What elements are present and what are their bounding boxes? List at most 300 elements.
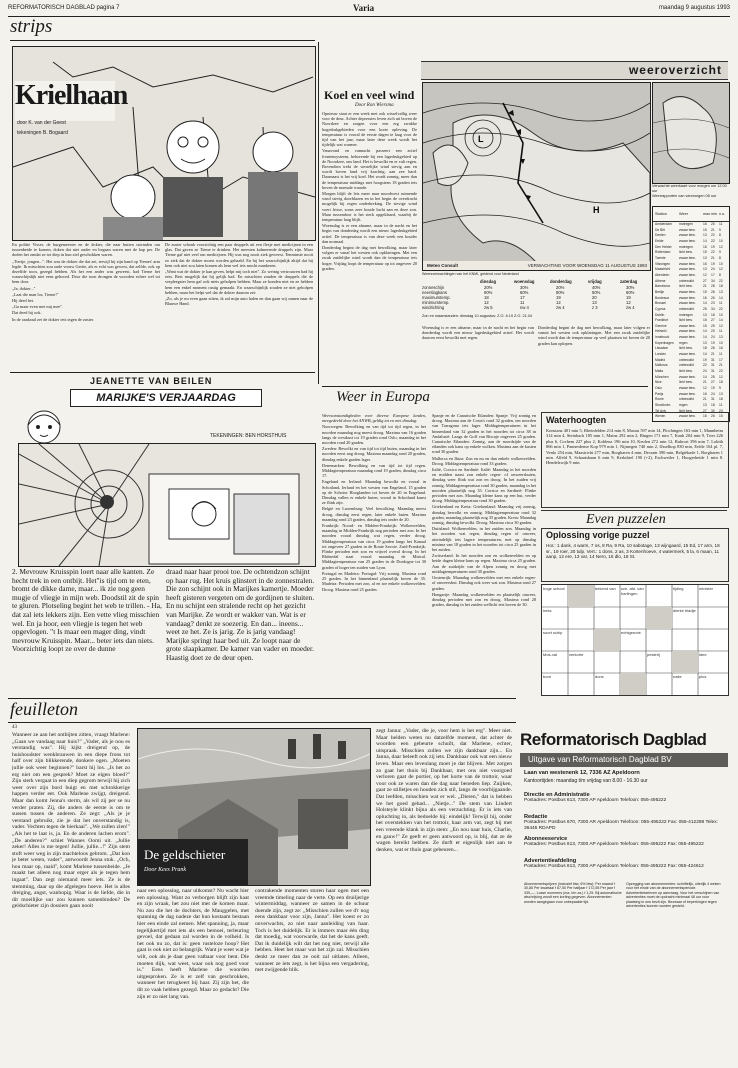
koel-p2: Vanavond en vannacht passeert een actief frontensysteem, behorende bij een lagedrukgebied op de Noordzee, ons land. Het is bewolkt en er valt regen. Bovendien trekt de westelijke wind stevig aan en wordt boven land vrij krachtig, aan zee hard. Daarnaast is het vrij koel. Het wordt zonnig, meer dan de temperatuur middags met hoogstens 18 graden iets boven de normale waarde. <box>322 148 417 190</box>
weather-col-header: Weer <box>679 212 689 216</box>
station-name: Tel Aviv <box>655 408 667 413</box>
station-min: 24 <box>711 335 715 340</box>
europa-p14: Zwitserland: In het noorden zon en wolkenvelden en op beide dagen kleine kans op regen. Maxima circa 25 graden. Aan de zuidzijde van de Alpen zonnig en droog met middagtemperaturen rond 30 graden. <box>432 553 536 574</box>
station-name: Oslo <box>655 386 662 391</box>
station-ns: 8 <box>719 255 721 260</box>
rd-address: Laan van westenenk 12, 7336 AZ Apeldoorn <box>524 770 640 776</box>
station-weather: motregen <box>679 222 693 226</box>
puzzle-cell-12: idee <box>699 652 707 657</box>
forecast-value: 30% <box>626 285 635 290</box>
forecast-label: windrichting <box>422 305 445 310</box>
book-author: Door Kees Prank <box>144 867 186 873</box>
station-weather: zwaar bew. <box>679 329 696 334</box>
zon-maan-text: Zon en maanstanden: dinsdag 10 augustus: Z.O. 6.19 Z.O. 21.04 <box>422 314 532 318</box>
forecast-table <box>422 279 649 311</box>
fc-h-5: zaterdag <box>620 279 638 284</box>
puzzle-cell-15: dons <box>595 674 604 679</box>
europa-p10: Mallorca en Ibiza: Zon en nu en dan enkele wolkenvelden. Droog. Middagtemperatuur rond 33 graden. <box>432 455 536 466</box>
feuilleton-number: 43 <box>12 725 17 730</box>
station-ns: 18 <box>719 397 723 402</box>
fc-h-1: dinsdag <box>480 279 497 284</box>
strips-rule <box>10 40 315 41</box>
krielhaan-left-p3: „Ja, dokter..." <box>12 285 36 291</box>
station-ns: 13 <box>719 335 723 340</box>
puzzle-cell-5: minister <box>699 586 714 591</box>
weeroverzicht-header <box>421 61 728 80</box>
puzzle-grid <box>541 584 729 696</box>
rd-directie-heading: Directie en Administratie <box>524 792 590 798</box>
station-name: Genève <box>655 323 667 328</box>
station-min: 27 <box>711 318 715 323</box>
station-max: 27 <box>703 408 707 413</box>
station-min: 22 <box>711 238 715 243</box>
station-weather: licht bew. <box>679 380 693 385</box>
station-min: 31 <box>711 397 715 402</box>
europa-p3: Zweden: Bewolkt en van tijd tot tijd buien, maandag in het noorden eerst nog droog. Maxima maandag rond 20 graden, dinsdag enkele graden lager. <box>322 446 426 462</box>
station-weather: onbewolkt <box>679 278 694 283</box>
station-ns: 12 <box>719 323 723 328</box>
svg-text:L: L <box>478 134 484 144</box>
forecast-value: 40% <box>592 285 601 290</box>
rd-redactie-heading: Redactie <box>524 814 548 820</box>
puzzel-header-text: Even puzzelen <box>586 512 666 527</box>
koel-byline: Door Ron Wiersma <box>355 103 394 108</box>
station-min: 17 <box>711 272 715 277</box>
feuilleton-illustration <box>137 728 371 886</box>
station-weather: zwaar bew. <box>679 323 696 328</box>
stations-table <box>652 206 730 422</box>
station-name: Athene <box>655 278 666 283</box>
forecast-header-row <box>422 279 649 284</box>
marijke-title: MARIJKE'S VERJAARDAG <box>96 392 236 404</box>
ns-col-header: n.s. <box>719 212 726 216</box>
station-max: 22 <box>703 363 707 368</box>
station-ns: 17 <box>719 357 723 362</box>
forecast-value: zw 4 <box>556 305 565 310</box>
station-min: 26 <box>711 414 715 419</box>
europa-p2: Noorwegen: Bewolking en van tijd tot tijd regen, in het noorden maandag nog meest droog. Maxima van 16 graden langs de westkust tot 19 graden rond Oslo; maandag in het noorden rond 20 graden. <box>322 424 426 446</box>
forecast-value: zw 5 <box>484 305 493 310</box>
krielhaan-drawing <box>13 47 315 240</box>
forecast-value: 11 <box>520 300 525 305</box>
station-name: Kopenhagen <box>655 340 674 345</box>
feuilleton-under-rule <box>8 722 516 723</box>
station-weather: zwaar bew. <box>679 352 696 357</box>
europa-p5: Engeland en Ierland: Maandag bewolkt en vooral in Schotland, Ierland en het westen van Engeland, 15 graden op de Schotse Hooglanden tot boven de 20 in Engeland. Dinsdag vallen er enkele buien, vooral in Schotland kunst ze flink zijn. <box>322 479 426 506</box>
krielhaan-illustrator: tekeningen B. Bogaard <box>17 130 68 136</box>
station-min: 22 <box>711 250 715 255</box>
station-ns: 9 <box>719 250 721 255</box>
forecast-label: minimumtemp. <box>422 300 450 305</box>
puzzle-cell-2: bekend van <box>595 586 616 591</box>
puzzle-cell-4: tijding <box>673 586 684 591</box>
station-weather: zwaar bew. <box>679 272 696 277</box>
station-name: Cyprus <box>655 306 666 311</box>
forecast-label: maximumtemp. <box>422 295 451 300</box>
book-title-box <box>138 839 248 885</box>
station-min: 31 <box>711 369 715 374</box>
station-name: Malta <box>655 369 664 374</box>
header-right: maandag 9 augustus 1993 <box>658 5 730 11</box>
station-min: 26 <box>711 289 715 294</box>
station-min: 26 <box>711 346 715 351</box>
forecast-caption-line: Weersverwachtingen van het KNMI, geldend voor Nederland <box>422 272 519 276</box>
map-caption-bar <box>423 261 650 270</box>
fc-h-4: vrijdag <box>588 279 602 284</box>
station-max: 16 <box>703 414 707 419</box>
station-weather: zwaar bew. <box>679 261 696 266</box>
station-min: 28 <box>711 284 715 289</box>
station-name: Twente <box>655 255 666 260</box>
rd-subtitle-bar <box>520 753 728 767</box>
puzzle-cell-16: natie <box>673 674 682 679</box>
station-min: 22 <box>711 233 715 238</box>
station-min: 20 <box>711 222 715 226</box>
station-max: 16 <box>703 391 707 396</box>
feuilleton-col-4: zegt Janna: „Vader, die je, voor hem is het erg". Meer niet. Maar helden weten nu datzelfde moment, dat achter de woorden een gebeurte schuilt, dat Marlene, echter, uitspraak. Misschien zullen we zijn dankbaar zijn... En Janna, daar beleeft ook zij iets. Dankbaar ook wat een nieuw leven. Maar een levenlang moet je dat blijven. Met zorgen zo gaat het thuis bij Dankbaar, met ons niet voorgoed verloren gaat de portier, op het korte van de trottoir, waar voor ook ze waren dan die dag naar beneden liep. Zuijken, gaat ze stilletjes en houden zich stil, langs de voorbijgaande. Dat leefden, misschien wat er wel. „Dieren," dat is hebben we het goed gehad... „Nietje..." De stem van Lindert Holsteyle klinkt bijna als een verzuchting. Er is iets van opluchting in, als bedoelde hij: eindelijk! Terwijl hij, onder het overstekken van het trottoir, haar arm vat, zegt hij met een vreemde klank in zijn stem: „En nou naar huis, Charlie, en gauw!" Ze geeft er geen antwoord op, is blij, dat ze de wagen bereikt hebben. Ze durft er eigenlijk niet aan te denken, wat er thuis gaat gebeuren... <box>376 728 512 853</box>
station-min: 31 <box>711 363 715 368</box>
forecast-value: 20% <box>556 285 565 290</box>
europa-p13: Duitsland: Wolkenvelden, in het zuiden zon. Maandag in het noorden wat regen, dinsdag regen of onweer, uiteindelijk iets lagere temperaturen, met op dinsdag minima van 18 graden in het noorden tot circa 25 graden in het zuiden. <box>432 526 536 553</box>
station-ns: 10 <box>719 340 723 345</box>
station-min: 18 <box>711 403 715 408</box>
station-ns: 12 <box>719 267 723 272</box>
europa-p12: Griekenland en Kreta: Griekenland: Maandag vrij zonnig, dinsdag bewolkt en zonnig. Middagtemperatuur rond 32 graden, maandag plaatselijk nog 35 graden. Kreta: Maandag zonnig, dinsdag bewolkt. Droog. Maxima circa 30 graden. <box>432 504 536 526</box>
side-map <box>652 82 730 184</box>
puzzle-cell-3: sch. afd. van harlingen <box>621 586 644 596</box>
forecast-value: 60% <box>520 290 529 295</box>
forecast-value: 20% <box>484 285 493 290</box>
station-max: 21 <box>703 284 707 289</box>
weeroverzicht-title: weeroverzicht <box>628 63 722 77</box>
station-name: Innsbruck <box>655 335 670 340</box>
station-ns: 15 <box>719 414 723 419</box>
station-max: 18 <box>703 346 707 351</box>
krielhaan-left-p1: En politie Visser, de burgemeester en de dokter, die naar buiten stormden om tussenbeide te komen, doken dat niet onder en begaan waren met de kap per. De doden het omdat ze tot diep in hun ziel geschokken waren. <box>12 242 160 258</box>
station-name: Vlissingen <box>655 261 671 266</box>
station-max: 24 <box>703 369 707 374</box>
station-weather: zwaar bew. <box>679 227 696 232</box>
station-weather: zwaar bew. <box>679 386 696 391</box>
feuilleton-col-2: naar een oplossing, naar uitkomst? Nu wacht hier een oplossing. Want zo verborgen blijft zijn haat en zijn wraak, het zou niet met de komen maar. Nu zou die het de dochters, de Mauggelen, met spanning de dag nadeze dat hun kostaam bestaan hier een einde zal nemen. Met spanning, ja, maar tegelijkertijd met iets als een bemoei, terleuring gevoel, dat gedaan zal worden in de volheid. Is het ook nu zo, dat is: geen rusteloze hoop? Het gaat is ook niet zo belangrijk. Want je weet wat je wilt, ook als je daar geen vatbaar voor bent. Die moeten dijk, wat weet, waar ook nog goed voor is." Eens heeft Marlene die woorden uitgesproken. Ze is er zelf van geschrokken, wanneer het terugkeert bij haar. Zij zijn het, die dit zo vaak hebben gezegd. Maar zo gedacht? Die zijn er zo niet lang van. <box>137 888 249 1000</box>
station-ns: 9 <box>719 386 721 391</box>
station-max: 15 <box>703 323 707 328</box>
station-name: Wenen <box>655 414 666 419</box>
forecast-value: 13 <box>592 300 597 305</box>
rd-section-redactie <box>524 814 724 832</box>
side-map-caption: Verwachte weerkaart voor morgen om 12.00 uur <box>652 184 727 193</box>
forecast-value: 12 <box>626 300 631 305</box>
puzzel-header <box>541 510 727 527</box>
rd-colophon <box>520 730 728 1062</box>
fc-h-2: woensdag <box>514 279 535 284</box>
station-ns: 21 <box>719 363 723 368</box>
krielhaan-illustration <box>12 46 316 241</box>
station-max: 16 <box>703 295 707 300</box>
forecast-value: zw 4 <box>626 305 635 310</box>
marijke-caption-left: 2. Mevrouw Kruisspin loert naar alle kanten. Ze hecht trek in een ontbijt. Het"is tijd om te eten, bromt de dikke dame, maar... ik zie nog geen mugje of vliegje in mijn web. Doodstil zit de spin te gluren. Plotseling begint het web te trillen. - Ha, dat zal iets lekkers zijn. Een vette vlieg misschien wel. En ja hoor, een vliegje is tegen het web opgevlogen. "t Is maar een mager ding, vindt mevrouw Kruisspin. Maar... beter iets dan niets. Voorzichtig loopt ze over de dunne <box>12 568 162 654</box>
station-ns: 11 <box>719 301 723 306</box>
station-ns: 14 <box>719 318 723 323</box>
station-min: 19 <box>711 340 715 345</box>
forecast-rows <box>422 285 649 311</box>
krielhaan-title: Krielhaan <box>15 80 128 111</box>
station-weather: zwaar bew. <box>679 255 696 260</box>
station-ns: 13 <box>719 289 723 294</box>
europa-p8: Portugal en Madeira: Portugal: Vrij zonnig. Maxima rond 25 graden. In het binnenland plaatselijk boven de 35. Madeira: Perioden met zon, af en toe enkele wolkenvelden. Droog. Maxima rond 25 graden. <box>322 570 426 592</box>
marijke-illustrator: TEKENINGEN: BEN HORSTHUIS <box>210 433 287 439</box>
station-min: 27 <box>711 380 715 385</box>
station-ns: 16 <box>719 346 723 351</box>
station-ns: 11 <box>719 329 723 334</box>
station-weather: licht bew. <box>679 346 693 351</box>
station-ns: 14 <box>719 295 723 300</box>
rd-abonnee-line: Postadres: Postbus 613, 7300 AP Apeldoorn Telefoon: 055-495222 Fax: 055-495222 <box>524 842 704 847</box>
puzzle-cell-8: soort schip <box>543 630 563 635</box>
marijke-caption-right: draad naar haar prooi toe. De ochtendzon schijnt op haar rug. Het kruis glinstert in de zonnestralen. Die zon schijnt ook in Marijkes kamertje. Moeder heeft gisteren vergeten om de gordijnen te sluiten. En nu schijnt een stralende recht op het gezicht van Marijke. Ze wordt er wakker van. Wat is er vandaag? denkt ze soezerig. En dan... ineens... weet ze het. Ze is jarig. Ze is jarig vandaag! Marijke springt haar bed uit. Ze loopt naar de grote slaapkamer. De kamer van vader en moeder. Haastig doet ze de deur open. <box>166 568 315 662</box>
puzzle-cell-7: dierke bladje <box>673 608 696 613</box>
rd-advertentie-heading: Advertentieafdeling <box>524 858 577 864</box>
station-weather: zwaar bew. <box>679 295 696 300</box>
station-max: 27 <box>703 278 707 283</box>
station-min: 21 <box>711 352 715 357</box>
station-ns: 12 <box>719 374 723 379</box>
station-weather: zwaar bew. <box>679 335 696 340</box>
europa-p6: België en Luxemburg: Veel bewolking. Maandag meest droog, dinsdag eerst regen, later enkele buien. Maxima maandag rond 23 graden, dinsdag iets onder de 20. <box>322 506 426 522</box>
station-ns: 18 <box>719 284 723 289</box>
rd-hours: Kantoortijden: maandag t/m vrijdag van 8.00 - 16.30 uur <box>524 778 648 784</box>
station-max: 16 <box>703 222 707 226</box>
rd-title: Reformatorisch Dagblad <box>520 730 707 749</box>
station-ns: 13 <box>719 391 723 396</box>
station-ns: 11 <box>719 352 723 357</box>
station-min: 18 <box>711 312 715 317</box>
station-name: Berlijn <box>655 289 665 294</box>
koel-p4-cont: Woensdag is er een afname, maar in de nacht en het begin van donderdag wordt een nieuw lagedrukgebied actief. Het wordt daarom eerst bewolkt met regen. <box>422 325 534 341</box>
forecast-row <box>422 305 649 310</box>
station-name: Rome <box>655 397 664 402</box>
station-ns: 22 <box>719 306 723 311</box>
station-ns: 23 <box>719 408 723 413</box>
europa-col-2 <box>432 413 536 695</box>
station-name: Mallorca <box>655 363 668 368</box>
koel-body <box>322 111 417 385</box>
puzzel-title: Oplossing vorige puzzel <box>546 530 650 540</box>
station-name: Dublin <box>655 312 665 317</box>
weather-map <box>422 82 651 271</box>
station-name: Rotterdam <box>655 250 671 255</box>
forecast-value: 19 <box>556 295 561 300</box>
europa-rule <box>322 386 648 387</box>
europa-p16: Hongarije: Maandag wolkenvelden en plaatselijk onweer, dinsdag perioden met zon en droog. Maxima rond 28 graden, dinsdag in het zuiden wellicht iets boven de 30. <box>432 591 536 608</box>
station-name: Maastricht <box>655 267 671 272</box>
station-name: Frankfurt <box>655 318 669 323</box>
koel-title: Koel en veel wind <box>324 88 415 102</box>
station-name: Londen <box>655 352 667 357</box>
station-name: Eelde <box>655 238 664 243</box>
station-weather: zwaar bew. <box>679 301 696 306</box>
puzzle-cell-13: verkorte <box>569 652 584 657</box>
station-col-header: Station <box>655 212 667 216</box>
station-name: Amsterdam <box>655 222 672 226</box>
side-table-caption: Weerrapporten van vanmorgen 08 uur <box>652 194 717 198</box>
header-center: Varia <box>353 3 375 13</box>
station-max: 14 <box>703 374 707 379</box>
station-max: 12 <box>703 386 707 391</box>
station-name: Madrid <box>655 357 666 362</box>
krielhaan-title-box <box>15 80 128 121</box>
europa-p4: Denemarken: Bewolking en van tijd tot tijd regen. Middagtemperatuur maandag rond 19 graden, dinsdag circa 17. <box>322 462 426 479</box>
krielhaan-right-p3: „Zo, als je nu even gaan zitten, ik zal mijn auto halen en dan gaan wij samen naar de Blauwe Hand. <box>165 296 313 307</box>
forecast-value: 60% <box>626 290 635 295</box>
feuilleton-top-rule <box>8 698 516 699</box>
station-min: 21 <box>711 255 715 260</box>
puzzle-cell-10: Mos-val <box>543 652 558 657</box>
station-weather: licht bew. <box>679 369 693 374</box>
krielhaan-left-p7: Dat deed hij ook. <box>12 310 42 316</box>
svg-text:H: H <box>593 205 600 215</box>
station-ns: 12 <box>719 244 723 249</box>
station-name: Brussel <box>655 301 666 306</box>
station-ns: 8 <box>719 272 721 277</box>
station-max: 13 <box>703 312 707 317</box>
krielhaan-left-p5: Hij deed het. <box>12 298 35 304</box>
krielhaan-left-p2: „Tiertje, jongen...". Het was de dokter die dat zei, terwijl hij zijn hand op Tiemes' arm legde. Ik misschien zou oude vrouw Gertie, als er echt was gewest, dat zelfde, ook op dezelfde toon, gezegd hebben. Als het een ander was geweest, had Tieme het waarschijnlijk niet eens gehoord. Door die toon drongen de woorden echter wel tot hem door. <box>12 258 160 285</box>
forecast-value: 80% <box>556 290 565 295</box>
station-name: Lissabon <box>655 346 669 351</box>
forecast-label: neerslagkans <box>422 290 447 295</box>
page-header <box>8 3 730 15</box>
waterhoogten-title: Waterhoogten <box>546 415 607 425</box>
station-name: Helsinki <box>655 329 667 334</box>
rd-section-advertentie <box>524 858 724 870</box>
station-name: Barcelona <box>655 284 670 289</box>
station-max: 14 <box>703 329 707 334</box>
station-weather: regen <box>679 403 688 408</box>
station-max: 21 <box>703 380 707 385</box>
koel-p5: Donderdag begint de dag met bewolking, maar later volgen er vanaf het westen ook opklaringen. Met een zwak zuidelijke wind wordt dan de temperatuur iets hoger. Vrijdag loopt de temperatuur op tot ongeveer 20 graden. <box>322 245 417 271</box>
station-ns: 18 <box>719 380 723 385</box>
station-ns: 10 <box>719 312 723 317</box>
krielhaan-right-p1: De zuster schonk voorzichtig een paar druppels uit een flesje met medicijnen in een glas. Dat gaven ze Tieme te drinken. Het meesten kalmerende druppels zijn. Maar Tieme gaf niet veel om medicijnen. Hij was nog nooit ziek geweest. Tenminste nooit zo ziek dat de dokter moest worden gehaald. En bij het waarschijnlijk altijd dat hij hem ook niet zou laten komen als hem wel iets mocht mankeren. <box>165 242 313 268</box>
book-title: De geldschieter <box>144 847 226 862</box>
rd-section-abonnee <box>524 836 724 848</box>
station-max: 21 <box>703 397 707 402</box>
station-max: 12 <box>703 272 707 277</box>
forecast-value: 19 <box>626 295 631 300</box>
feuilleton-col-1: Wanneer ze aan het ontbijten zitten, vraagt Marlene: „Gaan we vandaag naar huis?" „Vader, als je nou es verstandig was". Hij kijkt dreigend op, de huishoudster wenkbrauwen in een diepe frons tot half over zijn blikkerende, donkere ogen. „Moeten jullie ook weer beginnen?" barst hij los. „Is het zo erg niet om een gesprek? Moet ze eigen bloed?" Zijn sterk vergaat in een diep gegrom terwijl hij zich weer over zijn bord buigt en met schrokkerige happen verder eet. Ook Marlene zwijgt, dreigend. Maar dan komt Jenna's sterm, als wil zij per se nu verder praten. Zij, die anders de eerste is om te sussen tussen de anderen. Ze zegt: „Als je je verstand gebruikt, zie je dat het onverstandig is, vader. Vechten tegen de bierkaai". „We zullen zien!" „Als het te laat is, ja. En de anderen lachen erom". „De anderen?" schiet Wannes Oomi uit. „Jullie zeker! Alles is me tegen! Jullie, jullie...!" Zijn stem stoft weer weg in zijn machteloos gebrom. „Dat kon je beter weten, vader", antwoordt Jenna stuk. „Och, hou maar op, raaid", komt Marlene tussenbeide. „Je maakt het alleen nog maar erger als je tegen hem ingaat". Dan zegt niemand meer iets. Ze is de stemming, daar op die afgelegen hoeve. Het is alles dreiging, angst, wanhopig. Waar is de liefde, die in dit moeilijke uur zou kunnen samenbinden? De geldschieter zijn dossiers gaan nooit <box>12 732 130 910</box>
station-weather: zwaar bew. <box>679 267 696 272</box>
station-max: 16 <box>703 261 707 266</box>
station-max: 15 <box>703 318 707 323</box>
station-weather: onbewolkt <box>679 363 694 368</box>
puzzel-solution-text: Hor.: 1 dank, 4 warm, 7 os, 8 Ra, 9 Ra, 10 sabotage, 13 wijngaard, 15 Ed, 17 arm, 18 sr., 19 roer, 20 tulp. Vert.: 1 dons, 2 as, 3 Kortenhoeve, 4 watermerk, 5 la, 6 maan, 11 aanp, 12 ere, 13 var, 14 Nero, 16 dlo, 18 St. <box>546 543 720 560</box>
stations-rows <box>653 222 729 420</box>
marijke-panel <box>18 443 316 567</box>
station-max: 13 <box>703 340 707 345</box>
station-name: Stockholm <box>655 403 671 408</box>
station-name: Bordeaux <box>655 295 670 300</box>
station-min: 24 <box>711 267 715 272</box>
station-max: 15 <box>703 227 707 232</box>
station-ns: 10 <box>719 238 723 243</box>
station-max: 16 <box>703 244 707 249</box>
forecast-value: 60% <box>484 290 493 295</box>
station-weather: licht bew. <box>679 284 693 289</box>
koel-continuation <box>538 325 650 383</box>
station-name: Nice <box>655 380 662 385</box>
europa-p1: Weersomstandigheden voor diverse Europese landen, meegedeeld door het ANWB, geldig tot en met dinsdag: <box>322 413 426 424</box>
station-weather: motregen <box>679 312 693 317</box>
station-weather: zwaar bew. <box>679 238 696 243</box>
map-date: VERWACHTING VOOR WOENSDAG 11 AUGUSTUS 1993 <box>527 263 647 268</box>
forecast-value: 12 <box>484 300 489 305</box>
station-min: 20 <box>711 329 715 334</box>
europa-p11: Italië, Corsica en Sardinië: Italië: Maandag in het noorden en midden naast zon enkele regen- of onweersbuien, dinsdag weer flink wat zon en droog. In het zuiden vrij zonnig. Middagtemperatuur rond 30 graden, maandag in het noorden plaatselijk nog 35. Corsica en Sardinië: Flinke perioden met zon. Maandag kleine kans op een bui, verder droog. Middagtemperatuur rond 30 graden. <box>432 467 536 504</box>
station-max: 14 <box>703 335 707 340</box>
puzzle-cell-6: heks <box>543 608 552 613</box>
station-min: 30 <box>711 408 715 413</box>
header-left: REFORMATORISCH DAGBLAD pagina 7 <box>8 5 120 11</box>
stations-table-header <box>653 207 729 222</box>
station-max: 14 <box>703 352 707 357</box>
max-col-header: max <box>703 212 711 216</box>
station-name: Parijs <box>655 391 664 396</box>
station-name: Deelen <box>655 233 666 238</box>
forecast-value: 17 <box>520 295 525 300</box>
koel-p4: Woensdag is er een afname, maar in de nacht en het begin van donderdag wordt een nieuw lagedrukgebied actief. De temperatuur is van deze week een kouder dan normaal. <box>322 223 417 244</box>
forecast-label: zonneschijn <box>422 285 445 290</box>
header-rule <box>8 16 730 17</box>
station-weather: zwaar bew. <box>679 374 696 379</box>
station-max: 13 <box>703 255 707 260</box>
station-min: 34 <box>711 278 715 283</box>
rd-redactie-line: Postadres: Postbus 670, 7300 AR Apeldoorn Telefoon: 055-495222 Fax: 055-412288 Telex: 36445 RDAPD <box>524 820 718 831</box>
krielhaan-text-left <box>12 242 160 368</box>
rd-subtitle: Uitgave van Reformatorisch Dagblad BV <box>528 755 672 764</box>
station-weather: zwaar bew. <box>679 391 696 396</box>
station-name: Den Helder <box>655 244 672 249</box>
puzzle-cell-11: pesterij <box>647 652 660 657</box>
rd-fine-print-left: Abonnementsprijzen (inclusief btw, 6% btw): Per maand f 30,85 Per kwartaal f 87,50 Per halfjaar f 172,55 Per jaar f 339,—. Losse nummers (ma. t/m za.) f 1,25. Bij automatische afschrijving wordt een korting gegeven. Abonnementen worden aangegaan voor onbepaalde tijd. <box>524 882 622 904</box>
rd-abonnee-heading: Abonneeservice <box>524 836 568 842</box>
station-ns: 8 <box>719 233 721 238</box>
marijke-panel-drawing <box>19 444 315 566</box>
rd-section-directie <box>524 792 724 804</box>
krielhaan-left-p8: In de raadzaal zei de dokter iets tegen de zuster. <box>12 316 95 322</box>
forecast-value: 50% <box>592 290 601 295</box>
koel-p1: Opnieuw staat er een week met ook wisselvallig weer voor de deur. Achter depressies leven zich uit boven de Noordzee en zorgen voor een erg zwakke hogedrukgebieden voor een korte opleving. De temperatuur is vooral de eerste dagen te laag voor de tijd van het jaar, maar later deze week wordt het tijdelijk wat warmer. <box>322 111 417 148</box>
krielhaan-byline: door K. van der Geest <box>17 120 66 126</box>
station-min: 34 <box>711 306 715 311</box>
station-name: München <box>655 374 669 379</box>
puzzle-cell-17: plus <box>699 674 707 679</box>
station-min: 31 <box>711 357 715 362</box>
station-name: De Bilt <box>655 227 665 232</box>
station-min: 26 <box>711 295 715 300</box>
station-ns: 11 <box>719 222 723 226</box>
map-source: Meteo Consult <box>427 263 458 268</box>
station-weather: zwaar bew. <box>679 414 696 419</box>
puzzle-cell-9: echtgenote <box>621 630 641 635</box>
europa-p9: Spanje en de Canarische Eilanden: Spanje: Vrij zonnig en droog. Maxima aan de Costa's rond 32 graden, ten noorden van Tarragona iets lager. Middagtemperaturen in het binnenland van 32 graden in het noorden tot circa 38 in Andalusië. Langs de Golf van Biscaje ongeveer 25 graden. Canarische Eilanden: Zonnig, aan de noordzijde van de eilanden ook kans op enkele wolken. Maxima aan de kusten rond 30 graden. <box>432 413 536 455</box>
station-max: 25 <box>703 306 707 311</box>
forecast-value: nw 4 <box>520 305 529 310</box>
station-name: Aberdeen <box>655 272 670 277</box>
europa-title: Weer in Europa <box>336 389 430 405</box>
station-max: 15 <box>703 250 707 255</box>
station-max: 15 <box>703 289 707 294</box>
